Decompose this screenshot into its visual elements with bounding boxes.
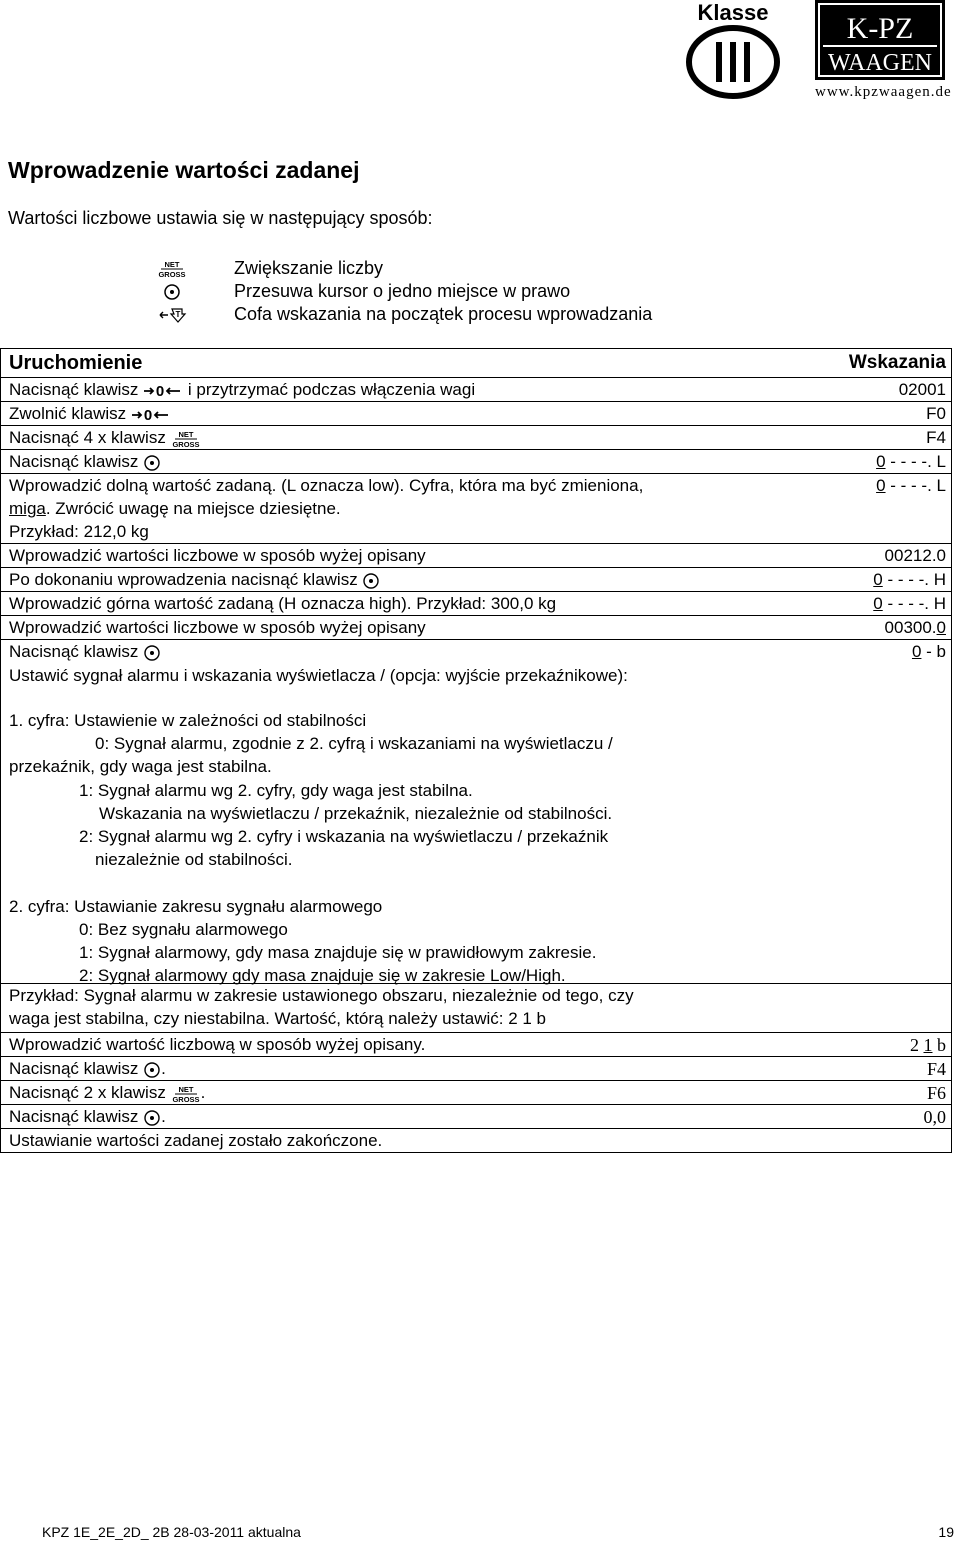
display-value: 00212.0 [884,546,946,565]
zero-key-icon [143,383,183,399]
svg-text:GROSS: GROSS [172,1094,200,1103]
print-icon [143,644,161,662]
digit1-line: przekaźnik, gdy waga jest stabilna. [9,757,272,776]
display-value: 2 1 b [910,1035,946,1055]
row-text: Nacisnąć 2 x klawisz NET GROSS . [9,1083,206,1103]
table-row [1,544,951,568]
page-number: 19 [938,1524,954,1540]
table-row [1,1128,951,1152]
digit1-line: 0: Sygnał alarmu, zgodnie z 2. cyfrą i wskazaniami na wyświetlaczu / [95,734,613,753]
table-row [1,640,951,664]
brand-url: www.kpzwaagen.de [815,84,952,100]
display-value: F4 [926,1059,946,1079]
example-line: waga jest stabilna, czy niestabilna. Wartość, którą należy ustawić: 2 1 b [9,1009,547,1028]
svg-text:NET: NET [178,1084,194,1094]
kpz-waagen-logo [815,0,945,80]
digit2-line: 1: Sygnał alarmowy, gdy masa znajduje się w prawidłowym zakresie. [79,943,597,962]
row-text: Ustawianie wartości zadanej zostało zakończone. [9,1131,383,1150]
svg-text:0: 0 [155,382,165,399]
table-row [1,402,951,426]
display-value: F6 [926,1083,946,1103]
svg-text:0: 0 [143,406,153,423]
table-header-right: Wskazania [848,352,946,373]
print-icon [143,1061,161,1079]
brand-line2: WAAGEN [828,50,932,76]
table-row [1,474,951,544]
table-row [1,1056,951,1080]
row-text: Nacisnąć klawisz [9,452,161,472]
table-row [1,1104,951,1128]
svg-text:Klasse: Klasse [697,0,769,25]
intro-text: Wartości liczbowe ustawia się w następujący sposób: [8,208,433,228]
svg-text:GROSS: GROSS [172,439,200,448]
alarm-intro: Ustawić sygnał alarmu i wskazania wyświetlacza / (opcja: wyjście przekaźnikowe): [9,666,628,685]
row-text: Wprowadzić wartości liczbowe w sposób wyżej opisany [9,618,426,637]
row-text: Wprowadzić wartość liczbową w sposób wyżej opisany. [9,1035,426,1054]
klasse-iii-logo [683,0,783,100]
table-row [1,616,951,640]
table-row [1,1080,951,1104]
svg-text:T: T [175,310,181,319]
print-icon [362,572,380,590]
example-line: Przykład: Sygnał alarmu w zakresie ustawionego obszaru, niezależnie od tego, czy [9,986,634,1005]
row-text: Nacisnąć klawisz . [9,1107,166,1126]
legend-text: Przesuwa kursor o jedno miejsce w prawo [234,281,571,301]
table-row [1,426,951,450]
digit2-title: 2. cyfra: Ustawianie zakresu sygnału alarmowego [9,897,383,916]
table-row [1,1032,951,1056]
display-value: 00300.0 [884,618,946,637]
display-value: 02001 [898,380,946,399]
net-gross-icon [171,1085,201,1103]
row-text: Wprowadzić dolną wartość zadaną. (L oznacza low). Cyfra, która ma być zmieniona, [9,476,644,495]
net-gross-icon [158,260,186,278]
display-value: 0 - b [911,642,946,661]
row-text: Nacisnąć klawisz 0 i przytrzymać podczas włączenia wagi [9,380,476,399]
brand-line1: K-PZ [846,12,914,45]
tare-icon [158,305,188,325]
zero-key-icon [131,407,171,423]
footer-doc-id: KPZ 1E_2E_2D_ 2B 28-03-2011 aktualna [42,1524,301,1540]
digit2-line: 2: Sygnał alarmowy gdy masa znajduje się w zakresie Low/High. [79,966,566,985]
row-text: Nacisnąć klawisz . [9,1059,166,1078]
procedure-table [0,348,952,1153]
example-section [1,984,951,1032]
svg-text:GROSS: GROSS [158,270,186,278]
alarm-section [1,664,951,984]
row-text: Przykład: 212,0 kg [9,522,149,541]
print-icon [143,454,161,472]
digit1-line: Wskazania na wyświetlaczu / przekaźnik, niezależnie od stabilności. [99,804,613,823]
display-value: 0,0 [923,1107,946,1127]
display-value: 0 - - - -. L [876,452,946,471]
row-text: Po dokonaniu wprowadzenia nacisnąć klawisz [9,570,380,590]
svg-text:NET: NET [178,429,194,439]
page-title: Wprowadzenie wartości zadanej [8,157,360,183]
digit1-title: 1. cyfra: Ustawienie w zależności od stabilności [9,711,367,730]
table-row [1,378,951,402]
display-value: 0 - - - -. L [876,476,946,495]
print-icon [163,283,181,301]
row-text: Wprowadzić wartości liczbowe w sposób wyżej opisany [9,546,426,565]
row-text: Nacisnąć 4 x klawisz NET GROSS [9,428,200,448]
row-text: Nacisnąć klawisz [9,642,161,662]
digit2-line: 0: Bez sygnału alarmowego [79,920,288,939]
digit1-line: 1: Sygnał alarmu wg 2. cyfry, gdy waga jest stabilna. [79,781,473,800]
net-gross-icon [171,430,201,448]
table-row [1,450,951,474]
digit1-line: 2: Sygnał alarmu wg 2. cyfry i wskazania na wyświetlaczu / przekaźnik [79,827,609,846]
legend-text: Zwiększanie liczby [234,258,384,278]
display-value: F0 [926,404,946,423]
table-header-row [1,349,951,378]
digit1-line: niezależnie od stabilności. [95,850,293,869]
row-text: Wprowadzić górna wartość zadaną (H oznacza high). Przykład: 300,0 kg [9,594,557,613]
display-value: F4 [926,428,946,447]
legend-text: Cofa wskazania na początek procesu wprowadzania [234,304,653,324]
row-text: Zwolnić klawisz 0 [9,404,171,424]
display-value: 0 - - - -. H [873,570,946,589]
table-row [1,568,951,592]
print-icon [143,1109,161,1127]
display-value: 0 - - - -. H [873,594,946,613]
table-header-left: Uruchomienie [9,352,143,374]
table-row [1,592,951,616]
svg-text:NET: NET [164,260,180,269]
row-text: miga. Zwrócić uwagę na miejsce dziesiętne. [9,499,341,518]
